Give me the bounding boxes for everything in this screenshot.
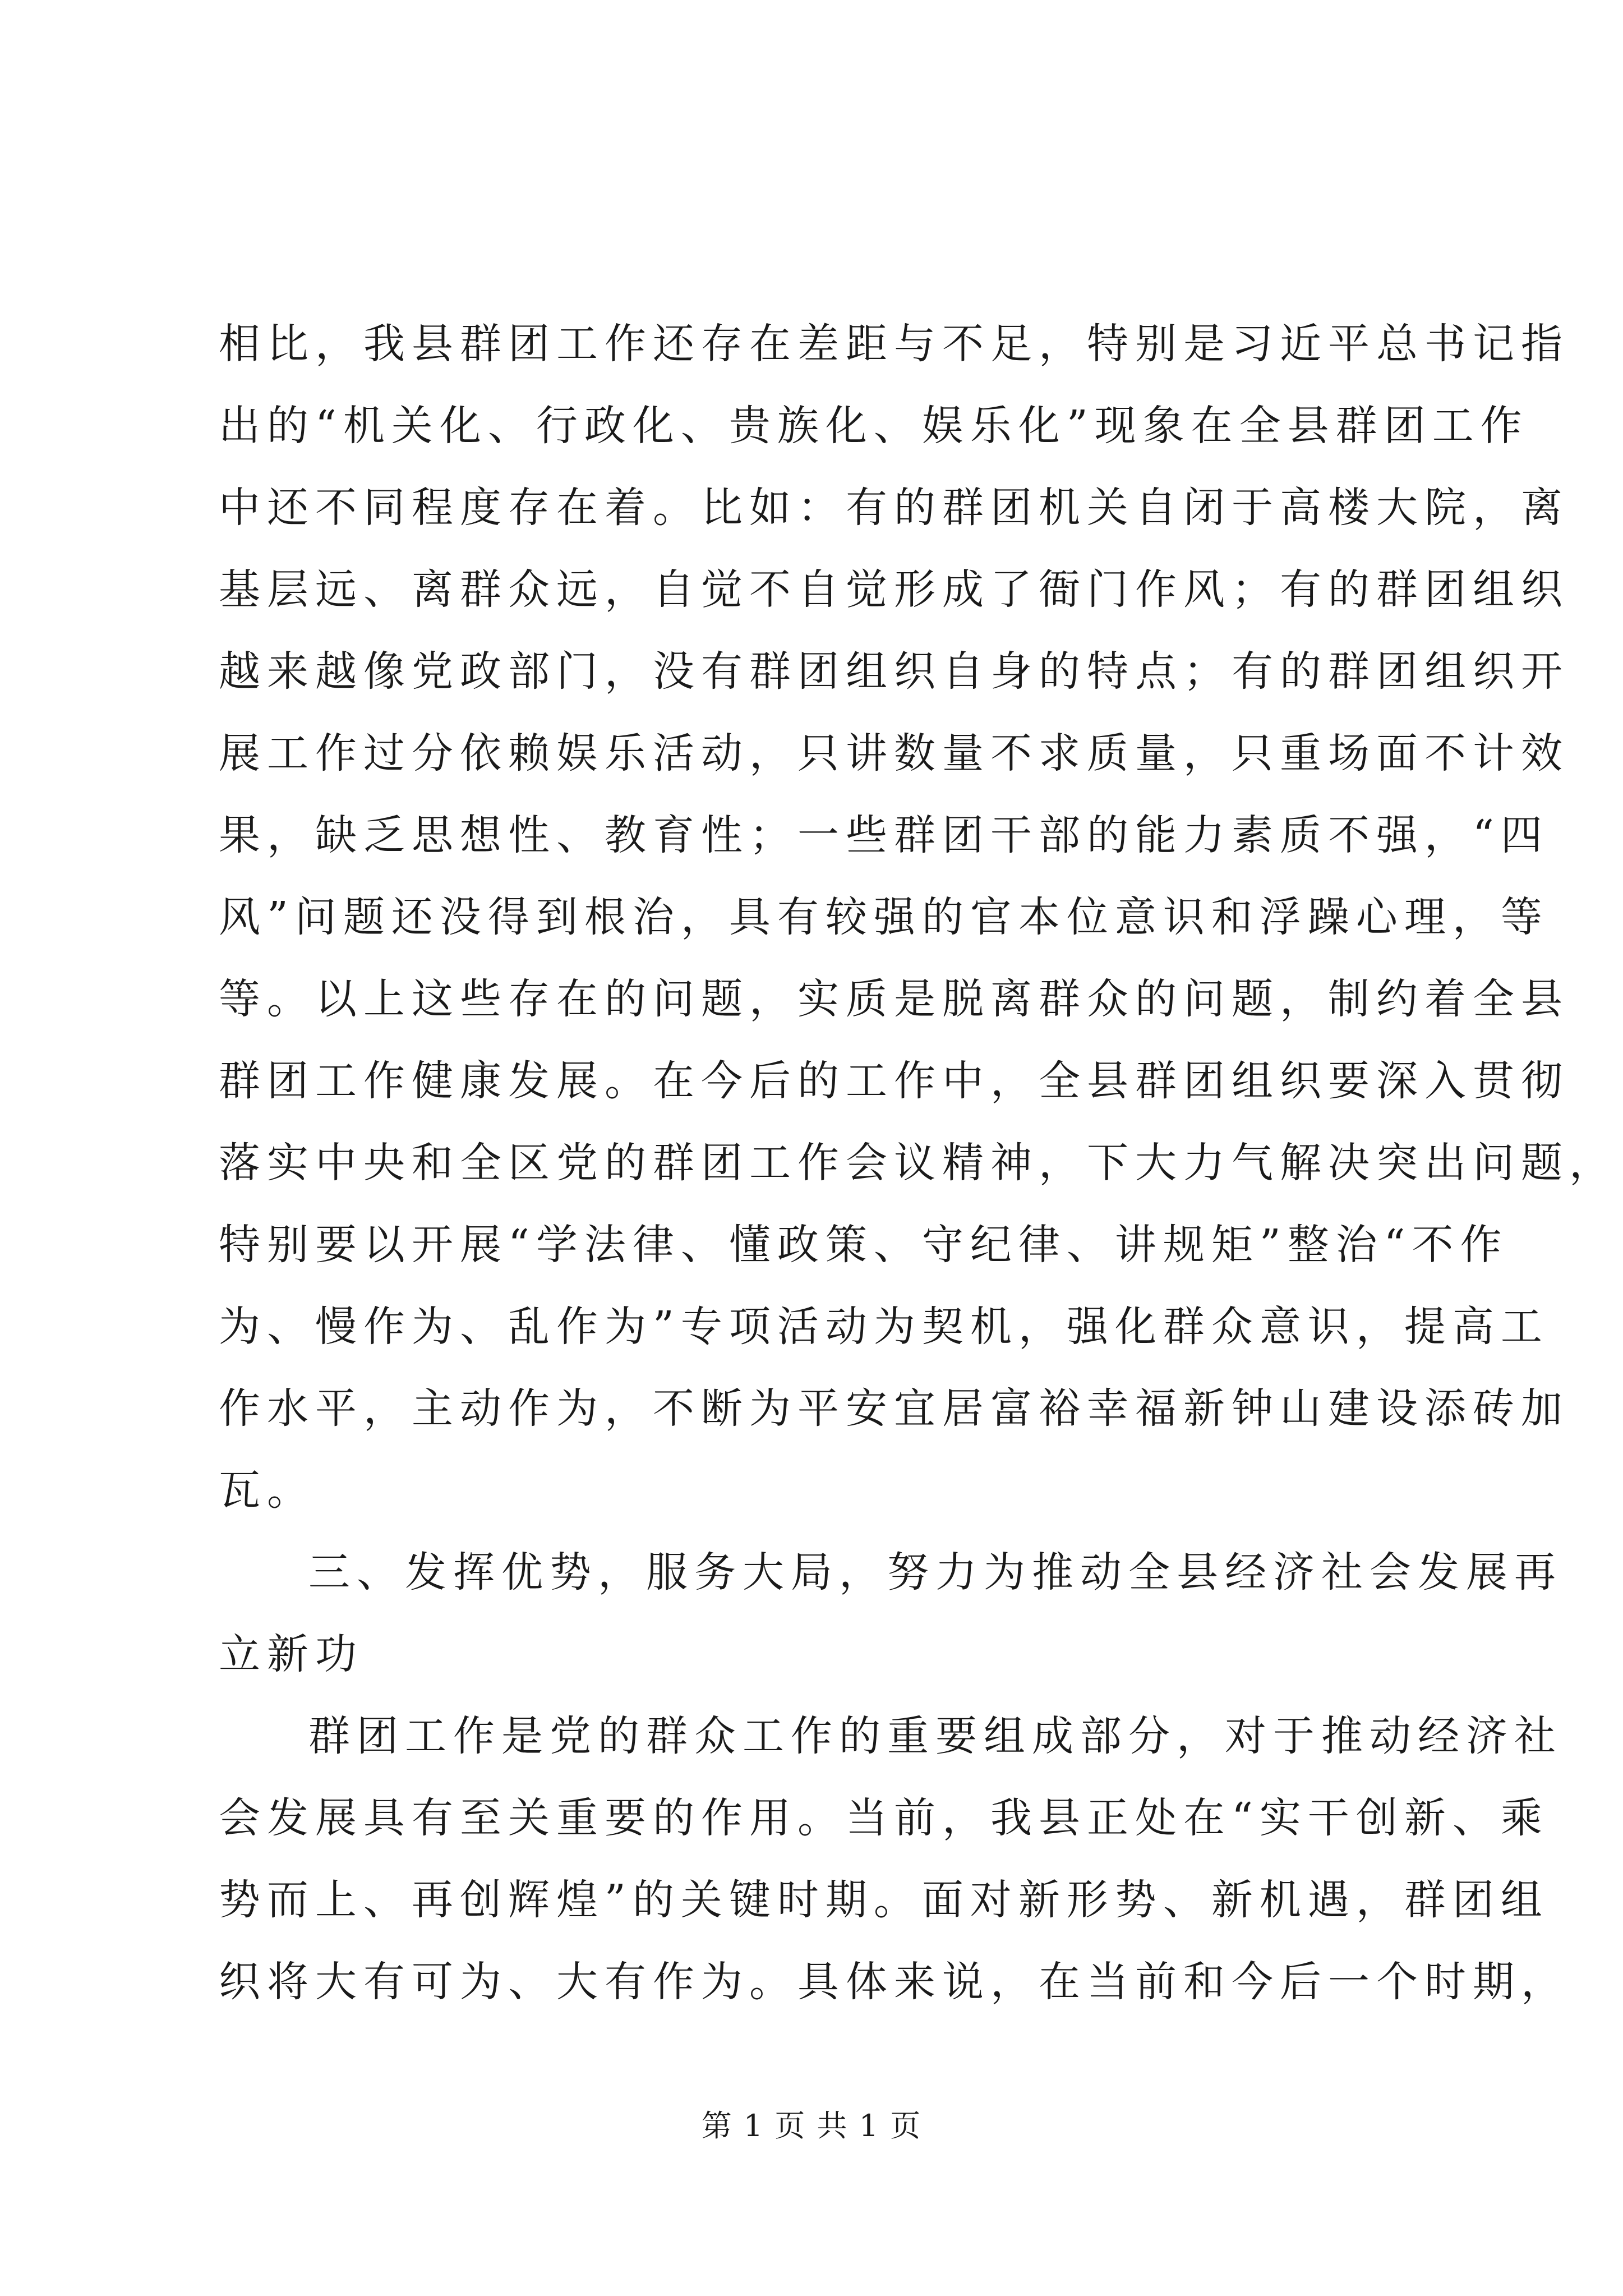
text-line: 特别要以开展“学法律、懂政策、守纪律、讲规矩”整治“不作 — [219, 1221, 1509, 1269]
text-line: 展工作过分依赖娱乐活动，只讲数量不求质量，只重场面不计效 — [219, 729, 1569, 777]
text-line: 为、慢作为、乱作为”专项活动为契机，强化群众意识，提高工 — [219, 1303, 1549, 1351]
text-line: 基层远、离群众远，自觉不自觉形成了衙门作风；有的群团组织 — [219, 565, 1569, 614]
text-line: 作水平，主动作为，不断为平安宜居富裕幸福新钟山建设添砖加 — [219, 1384, 1569, 1433]
text-line: 势而上、再创辉煌”的关键时期。面对新形势、新机遇，群团组 — [219, 1876, 1549, 1924]
text-line: 等。以上这些存在的问题，实质是脱离群众的问题，制约着全县 — [219, 975, 1569, 1023]
section-heading-continuation: 立新功 — [219, 1630, 363, 1678]
body-text — [219, 303, 1617, 2023]
text-line: 落实中央和全区党的群团工作会议精神，下大力气解决突出问题， — [219, 1139, 1617, 1187]
text-line: 会发展具有至关重要的作用。当前，我县正处在“实干创新、乘 — [219, 1794, 1549, 1842]
text-line: 越来越像党政部门，没有群团组织自身的特点；有的群团组织开 — [219, 647, 1569, 696]
text-line: 果，缺乏思想性、教育性；一些群团干部的能力素质不强，“四 — [219, 811, 1549, 859]
text-line: 风”问题还没得到根治，具有较强的官本位意识和浮躁心理，等 — [219, 893, 1549, 941]
text-line: 织将大有可为、大有作为。具体来说，在当前和今后一个时期， — [219, 1958, 1569, 2006]
text-line: 出的“机关化、行政化、贵族化、娱乐化”现象在全县群团工作 — [219, 402, 1529, 450]
page-number-footer: 第 1 页 共 1 页 — [701, 2108, 922, 2143]
text-line: 中还不同程度存在着。比如：有的群团机关自闭于高楼大院，离 — [219, 484, 1569, 532]
text-line: 相比，我县群团工作还存在差距与不足，特别是习近平总书记指 — [219, 320, 1569, 368]
text-line: 瓦。 — [219, 1466, 315, 1515]
text-line: 群团工作健康发展。在今后的工作中，全县群团组织要深入贯彻 — [219, 1057, 1569, 1105]
text-line: 群团工作是党的群众工作的重要组成部分，对于推动经济社 — [308, 1712, 1562, 1760]
section-heading: 三、发挥优势，服务大局，努力为推动全县经济社会发展再 — [308, 1548, 1562, 1596]
